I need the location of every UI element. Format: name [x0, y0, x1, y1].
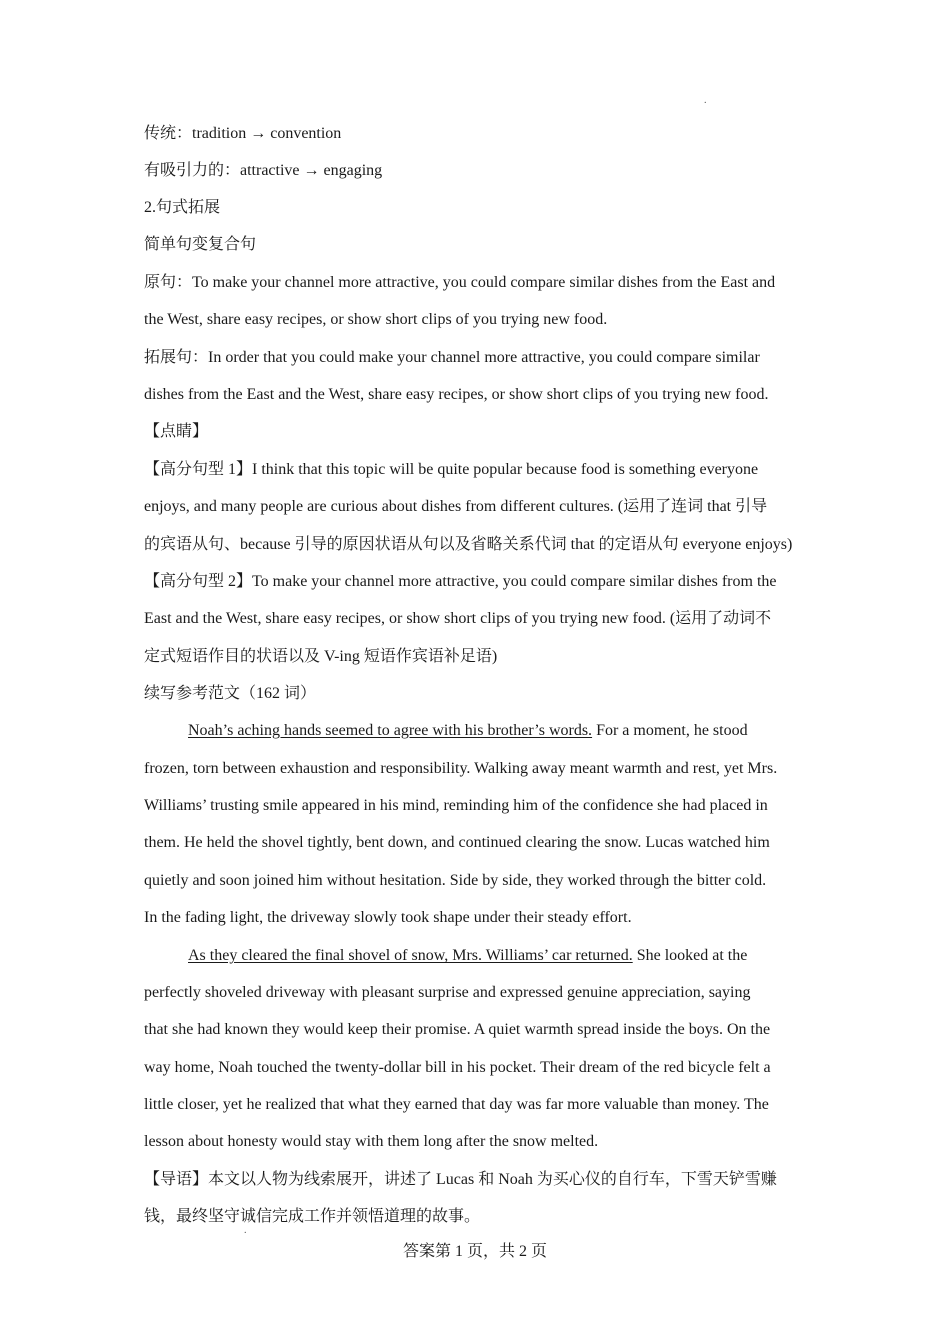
essay-para1-line: quietly and soon joined him without hesitation. Side by side, they worked through the bitter cold.	[144, 872, 767, 889]
expanded-sentence-line: 拓展句：In order that you could make your channel more attractive, you could compare similar	[144, 349, 760, 366]
essay-para2-opening-sentence: As they cleared the final shovel of snow, Mrs. Williams’ car returned.	[188, 947, 633, 964]
essay-para2-line: little closer, yet he realized that what they earned that day was far more valuable than money. The	[144, 1096, 769, 1113]
model-essay-heading: 续写参考范文（162 词）	[144, 685, 317, 702]
original-sentence-line: the West, share easy recipes, or show short clips of you trying new food.	[144, 311, 608, 328]
page-footer: 答案第 1 页，共 2 页	[402, 1243, 547, 1260]
highlight-heading: 【点睛】	[144, 423, 209, 440]
essay-para1-line: them. He held the shovel tightly, bent down, and continued clearing the snow. Lucas watched him	[144, 834, 770, 851]
essay-para1-opening-sentence: Noah’s aching hands seemed to agree with his brother’s words.	[188, 722, 593, 739]
essay-para2-line: that she had known they would keep their promise. A quiet warmth spread inside the boys. On the	[144, 1021, 771, 1038]
original-sentence-line: 原句：To make your channel more attractive, you could compare similar dishes from the East and	[144, 274, 776, 291]
high-score-pattern-2-line: 【高分句型 2】To make your channel more attractive, you could compare similar dishes from the	[144, 573, 777, 590]
essay-para1-line: In the fading light, the driveway slowly took shape under their steady effort.	[144, 909, 632, 926]
high-score-pattern-1-line: 【高分句型 1】I think that this topic will be quite popular because food is something everyone	[144, 461, 759, 478]
subheading-simple-to-complex: 简单句变复合句	[144, 236, 257, 253]
essay-para1-line: frozen, torn between exhaustion and responsibility. Walking away meant warmth and rest, yet Mrs.	[144, 760, 778, 777]
high-score-pattern-1-line: enjoys, and many people are curious about dishes from different cultures. (运用了连词 that 引导	[144, 498, 768, 515]
high-score-pattern-2-line: East and the West, share easy recipes, or show short clips of you trying new food. (运用了动词不	[144, 610, 772, 627]
high-score-pattern-1-line: 的宾语从句、because 引导的原因状语从句以及省略关系代词 that 的定语从句 everyone enjoys)	[144, 536, 793, 553]
guide-line: 钱，最终坚守诚信完成工作并领悟道理的故事。	[144, 1208, 481, 1225]
guide-line: 【导语】本文以人物为线索展开，讲述了 Lucas 和 Noah 为买心仪的自行车，下雪天铲雪赚	[144, 1171, 777, 1188]
essay-para1-line: Williams’ trusting smile appeared in his mind, reminding him of the confidence she had placed in	[144, 797, 768, 814]
scan-dot: .	[704, 95, 707, 106]
scan-dot: .	[244, 1225, 247, 1236]
essay-para2-line: way home, Noah touched the twenty-dollar bill in his pocket. Their dream of the red bicycle felt a	[144, 1059, 771, 1076]
essay-para2-first-line	[188, 946, 812, 966]
essay-para2-line: lesson about honesty would stay with them long after the snow melted.	[144, 1133, 599, 1150]
essay-para1-first-line	[188, 721, 812, 741]
essay-para2-line: perfectly shoveled driveway with pleasant surprise and expressed genuine appreciation, saying	[144, 984, 751, 1001]
expanded-sentence-line: dishes from the East and the West, share easy recipes, or show short clips of you trying new food.	[144, 386, 769, 403]
vocab-line-attractive: 有吸引力的：attractive → engaging	[144, 162, 383, 179]
section-heading-sentence-expansion: 2.句式拓展	[144, 199, 221, 216]
high-score-pattern-2-line: 定式短语作目的状语以及 V-ing 短语作宾语补足语)	[144, 648, 498, 665]
essay-text: For a moment, he stood	[592, 722, 748, 739]
vocab-line-tradition: 传统：tradition → convention	[144, 125, 342, 142]
essay-text: She looked at the	[632, 947, 748, 964]
